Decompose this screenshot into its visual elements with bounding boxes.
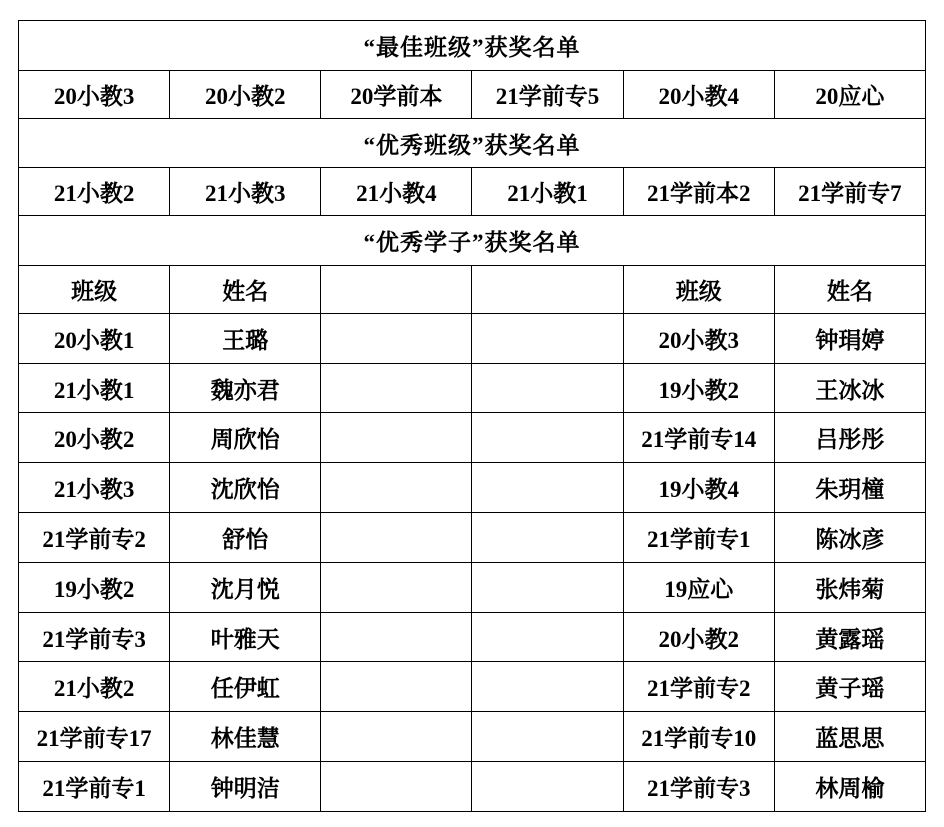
- best-class-item-1: 20小教3: [19, 70, 170, 118]
- header-name-left: 姓名: [170, 266, 321, 314]
- student-class-right: 21学前专10: [623, 712, 774, 762]
- excellent-class-item-3: 21小教4: [321, 168, 472, 216]
- best-class-item-3: 20学前本: [321, 70, 472, 118]
- student-class-right: 19小教2: [623, 363, 774, 413]
- table-row: [19, 463, 926, 513]
- student-name-right: 朱玥橦: [774, 463, 925, 513]
- spacer-right: [472, 463, 623, 513]
- award-table-body: [19, 21, 926, 812]
- table-row: [19, 513, 926, 563]
- spacer-right: [472, 612, 623, 662]
- student-name-left: 林佳慧: [170, 712, 321, 762]
- spacer-right: [472, 513, 623, 563]
- best-class-item-2: 20小教2: [170, 70, 321, 118]
- table-row: [19, 662, 926, 712]
- spacer-left: [321, 313, 472, 363]
- award-table: [18, 20, 926, 812]
- student-class-left: 21学前专1: [19, 762, 170, 812]
- student-class-right: 21学前专1: [623, 513, 774, 563]
- excellent-class-item-1: 21小教2: [19, 168, 170, 216]
- spacer-right: [472, 712, 623, 762]
- student-name-left: 周欣怡: [170, 413, 321, 463]
- student-class-left: 21学前专2: [19, 513, 170, 563]
- spacer-right: [472, 363, 623, 413]
- table-row: [19, 413, 926, 463]
- student-name-right: 黄子瑶: [774, 662, 925, 712]
- excellent-class-title: “优秀班级”获奖名单: [19, 118, 926, 168]
- spacer-left: [321, 363, 472, 413]
- table-row: [19, 562, 926, 612]
- student-name-left: 叶雅天: [170, 612, 321, 662]
- spacer-cell-top: [321, 266, 472, 314]
- excellent-class-item-2: 21小教3: [170, 168, 321, 216]
- table-row: [19, 363, 926, 413]
- student-class-right: 19应心: [623, 562, 774, 612]
- spacer-right: [472, 662, 623, 712]
- table-row: [19, 762, 926, 812]
- spacer-left: [321, 712, 472, 762]
- best-class-item-6: 20应心: [774, 70, 925, 118]
- student-class-left: 20小教1: [19, 313, 170, 363]
- excellent-class-item-6: 21学前专7: [774, 168, 925, 216]
- spacer-right: [472, 562, 623, 612]
- student-class-right: 19小教4: [623, 463, 774, 513]
- header-name-right: 姓名: [774, 266, 925, 314]
- student-class-left: 21小教3: [19, 463, 170, 513]
- student-class-left: 21小教1: [19, 363, 170, 413]
- student-name-left: 魏亦君: [170, 363, 321, 413]
- student-name-left: 沈欣怡: [170, 463, 321, 513]
- student-name-right: 陈冰彦: [774, 513, 925, 563]
- student-class-left: 21学前专3: [19, 612, 170, 662]
- student-name-left: 舒怡: [170, 513, 321, 563]
- spacer-right: [472, 313, 623, 363]
- excellent-student-title: “优秀学子”获奖名单: [19, 216, 926, 266]
- header-class-left: 班级: [19, 266, 170, 314]
- student-name-right: 吕彤彤: [774, 413, 925, 463]
- student-name-right: 黄露瑶: [774, 612, 925, 662]
- spacer-right: [472, 413, 623, 463]
- spacer-cell-top-2: [472, 266, 623, 314]
- student-name-left: 王璐: [170, 313, 321, 363]
- student-class-left: 21学前专17: [19, 712, 170, 762]
- student-name-right: 王冰冰: [774, 363, 925, 413]
- header-class-right: 班级: [623, 266, 774, 314]
- excellent-class-row: [19, 168, 926, 216]
- best-class-title: “最佳班级”获奖名单: [19, 21, 926, 71]
- student-class-left: 20小教2: [19, 413, 170, 463]
- student-name-left: 钟明洁: [170, 762, 321, 812]
- student-class-right: 20小教2: [623, 612, 774, 662]
- student-class-right: 21学前专14: [623, 413, 774, 463]
- student-class-left: 19小教2: [19, 562, 170, 612]
- student-name-left: 沈月悦: [170, 562, 321, 612]
- spacer-left: [321, 762, 472, 812]
- excellent-class-item-5: 21学前本2: [623, 168, 774, 216]
- student-class-left: 21小教2: [19, 662, 170, 712]
- student-class-right: 21学前专2: [623, 662, 774, 712]
- spacer-left: [321, 612, 472, 662]
- student-class-right: 21学前专3: [623, 762, 774, 812]
- excellent-class-title-row: [19, 118, 926, 168]
- best-class-item-5: 20小教4: [623, 70, 774, 118]
- excellent-class-item-4: 21小教1: [472, 168, 623, 216]
- student-name-right: 张炜菊: [774, 562, 925, 612]
- excellent-student-title-row: [19, 216, 926, 266]
- table-row: [19, 313, 926, 363]
- spacer-left: [321, 562, 472, 612]
- student-name-right: 蓝思思: [774, 712, 925, 762]
- best-class-row: [19, 70, 926, 118]
- table-row: [19, 712, 926, 762]
- spacer-right: [472, 762, 623, 812]
- student-name-right: 钟琄婷: [774, 313, 925, 363]
- best-class-title-row: [19, 21, 926, 71]
- student-header-row: [19, 266, 926, 314]
- spacer-left: [321, 662, 472, 712]
- student-name-right: 林周榆: [774, 762, 925, 812]
- spacer-left: [321, 463, 472, 513]
- table-row: [19, 612, 926, 662]
- spacer-left: [321, 413, 472, 463]
- student-name-left: 任伊虹: [170, 662, 321, 712]
- spacer-left: [321, 513, 472, 563]
- student-class-right: 20小教3: [623, 313, 774, 363]
- best-class-item-4: 21学前专5: [472, 70, 623, 118]
